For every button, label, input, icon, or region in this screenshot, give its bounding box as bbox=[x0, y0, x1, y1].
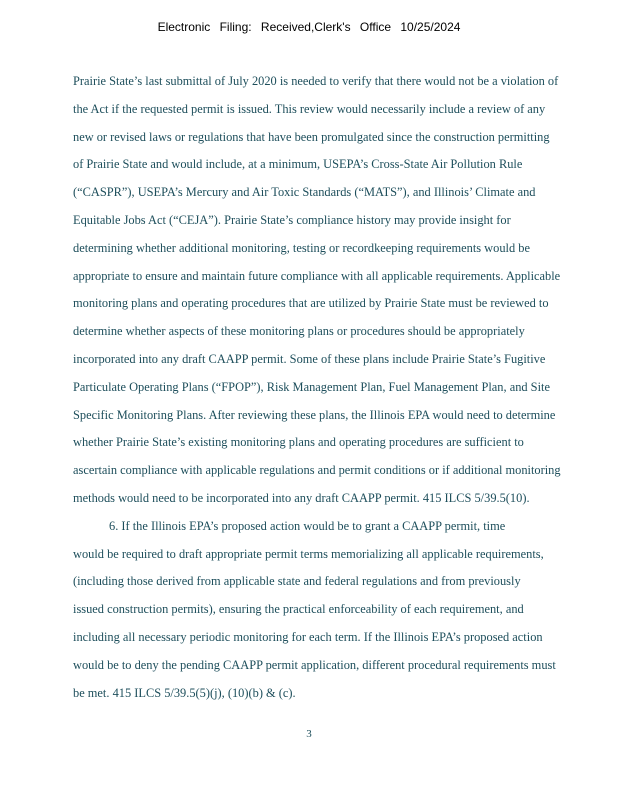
text-line: (including those derived from applicable state and federal regulations and from previously bbox=[73, 574, 521, 589]
text-line: appropriate to ensure and maintain future compliance with all applicable requirements. Applicable bbox=[73, 268, 561, 283]
text-line: would be to deny the pending CAAPP permit application, different procedural requirements must bbox=[73, 657, 556, 672]
text-line: Particulate Operating Plans (“FPOP”), Risk Management Plan, Fuel Management Plan, and Site bbox=[73, 379, 550, 394]
text-line: new or revised laws or regulations that have been promulgated since the construction permitting bbox=[73, 129, 550, 144]
text-line: issued construction permits), ensuring the practical enforceability of each requirement, and bbox=[73, 602, 524, 617]
text-line: (“CASPR”), USEPA’s Mercury and Air Toxic Standards (“MATS”), and Illinois’ Climate and bbox=[73, 185, 536, 200]
text-line: determining whether additional monitoring, testing or recordkeeping requirements would be bbox=[73, 240, 530, 255]
text-line: incorporated into any draft CAAPP permit. Some of these plans include Prairie State’s Fugitive bbox=[73, 351, 546, 366]
paragraph-6-first-line: 6. If the Illinois EPA’s proposed action would be to grant a CAAPP permit, time bbox=[109, 518, 506, 533]
filing-stamp-header: Electronic Filing: Received,Clerk's Office 10/25/2024 bbox=[157, 20, 461, 34]
text-line: the Act if the requested permit is issued. This review would necessarily include a review of any bbox=[73, 101, 546, 116]
text-line: of Prairie State and would include, at a minimum, USEPA’s Cross-State Air Pollution Rule bbox=[73, 157, 523, 172]
text-line: monitoring plans and operating procedures that are utilized by Prairie State must be reviewed to bbox=[73, 296, 549, 311]
text-line: be met. 415 ILCS 5/39.5(5)(j), (10)(b) & (c). bbox=[73, 685, 296, 700]
text-line: determine whether aspects of these monitoring plans or procedures should be appropriately bbox=[73, 324, 525, 339]
text-line: including all necessary periodic monitoring for each term. If the Illinois EPA’s proposed action bbox=[73, 629, 543, 644]
text-line: whether Prairie State’s existing monitoring plans and operating procedures are sufficient to bbox=[73, 435, 524, 450]
page-number: 3 bbox=[306, 728, 312, 740]
text-line: Prairie State’s last submittal of July 2020 is needed to verify that there would not be a violation of bbox=[73, 74, 559, 88]
body-text bbox=[73, 68, 605, 707]
text-line: methods would need to be incorporated into any draft CAAPP permit. 415 ILCS 5/39.5(10). bbox=[73, 490, 530, 505]
text-line: ascertain compliance with applicable regulations and permit conditions or if additional monitoring bbox=[73, 463, 561, 478]
text-line: Specific Monitoring Plans. After reviewing these plans, the Illinois EPA would need to determine bbox=[73, 407, 556, 422]
text-line: Equitable Jobs Act (“CEJA”). Prairie State’s compliance history may provide insight for bbox=[73, 212, 511, 227]
text-line: would be required to draft appropriate permit terms memorializing all applicable requirements, bbox=[73, 546, 544, 561]
